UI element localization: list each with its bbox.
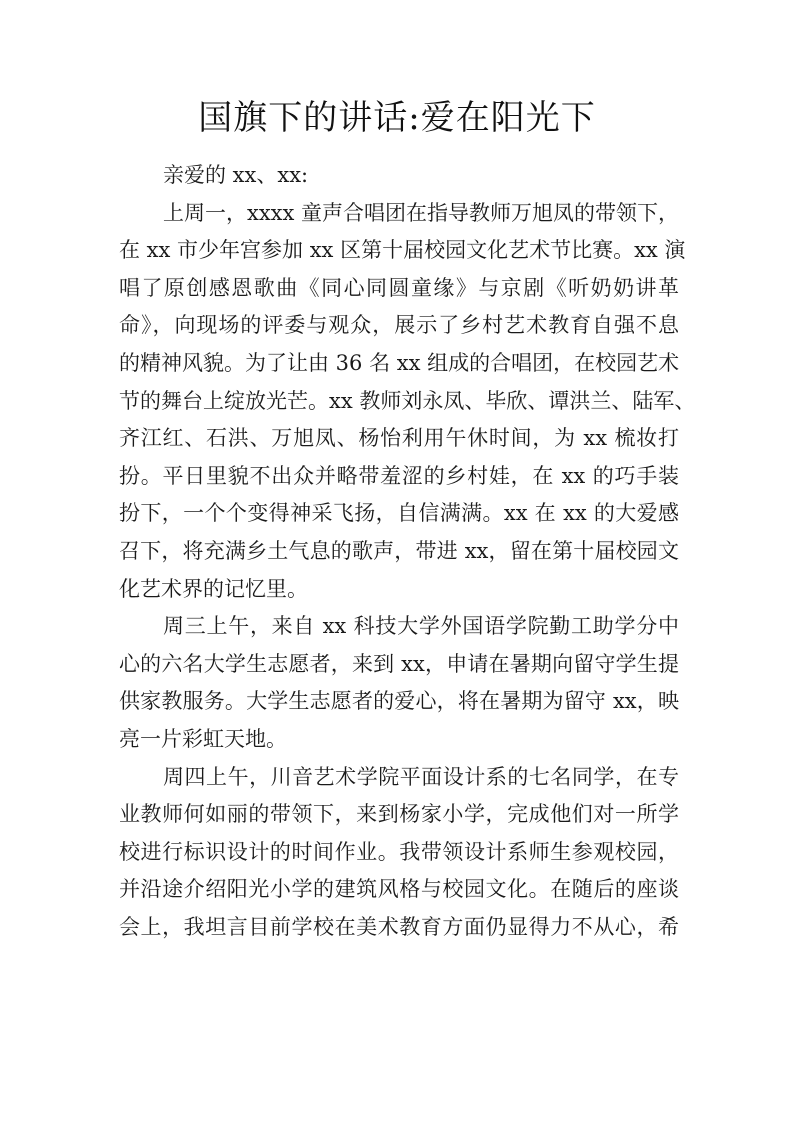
- paragraph-2-line-1: 周三上午，来自 xx 科技大学外国语学院勤工助学分中: [163, 614, 679, 639]
- salutation: 亲爱的 xx、xx:: [163, 163, 309, 187]
- document-body: [119, 157, 696, 946]
- paragraph-1-line-4: 命》，向现场的评委与观众，展示了乡村艺术教育自强不息: [119, 313, 679, 338]
- paragraph-3-line-2: 业教师何如丽的带领下，来到杨家小学，完成他们对一所学: [119, 802, 679, 827]
- paragraph-2-line-3: 供家教服务。大学生志愿者的爱心，将在暑期为留守 xx，映: [119, 689, 679, 714]
- paragraph-3-line-4: 并沿途介绍阳光小学的建筑风格与校园文化。在随后的座谈: [119, 877, 679, 902]
- paragraph-1-line-6: 节的舞台上绽放光芒。xx 教师刘永凤、毕欣、谭洪兰、陆军、: [119, 388, 696, 413]
- paragraph-2-line-2: 心的六名大学生志愿者，来到 xx，申请在暑期向留守学生提: [119, 651, 679, 676]
- paragraph-1-line-2: 在 xx 市少年宫参加 xx 区第十届校园文化艺术节比赛。xx 演: [119, 238, 686, 263]
- paragraph-3-line-1: 周四上午，川音艺术学院平面设计系的七名同学，在专: [163, 764, 679, 789]
- paragraph-1-line-11: 化艺术界的记忆里。: [119, 576, 308, 601]
- paragraph-1-line-5: 的精神风貌。为了让由 36 名 xx 组成的合唱团，在校园艺术: [119, 350, 680, 375]
- paragraph-1-line-7: 齐江红、石洪、万旭凤、杨怡利用午休时间，为 xx 梳妆打: [119, 426, 679, 451]
- paragraph-3-line-3: 校进行标识设计的时间作业。我带领设计系师生参观校园，: [119, 839, 679, 864]
- paragraph-3-line-5: 会上，我坦言目前学校在美术教育方面仍显得力不从心，希: [119, 914, 679, 939]
- paragraph-1-line-9: 扮下，一个个变得神采飞扬，自信满满。xx 在 xx 的大爱感: [119, 501, 679, 526]
- paragraph-1-line-3: 唱了原创感恩歌曲《同心同圆童缘》与京剧《听奶奶讲革: [119, 275, 679, 300]
- paragraph-1-line-1: 上周一，xxxx 童声合唱团在指导教师万旭凤的带领下，: [163, 200, 680, 225]
- paragraph-2-line-4: 亮一片彩虹天地。: [119, 726, 287, 751]
- paragraph-1-line-8: 扮。平日里貌不出众并略带羞涩的乡村娃，在 xx 的巧手装: [119, 463, 679, 488]
- paragraph-1-line-10: 召下，将充满乡土气息的歌声，带进 xx，留在第十届校园文: [119, 538, 679, 563]
- document-title: 国旗下的讲话:爱在阳光下: [198, 98, 596, 138]
